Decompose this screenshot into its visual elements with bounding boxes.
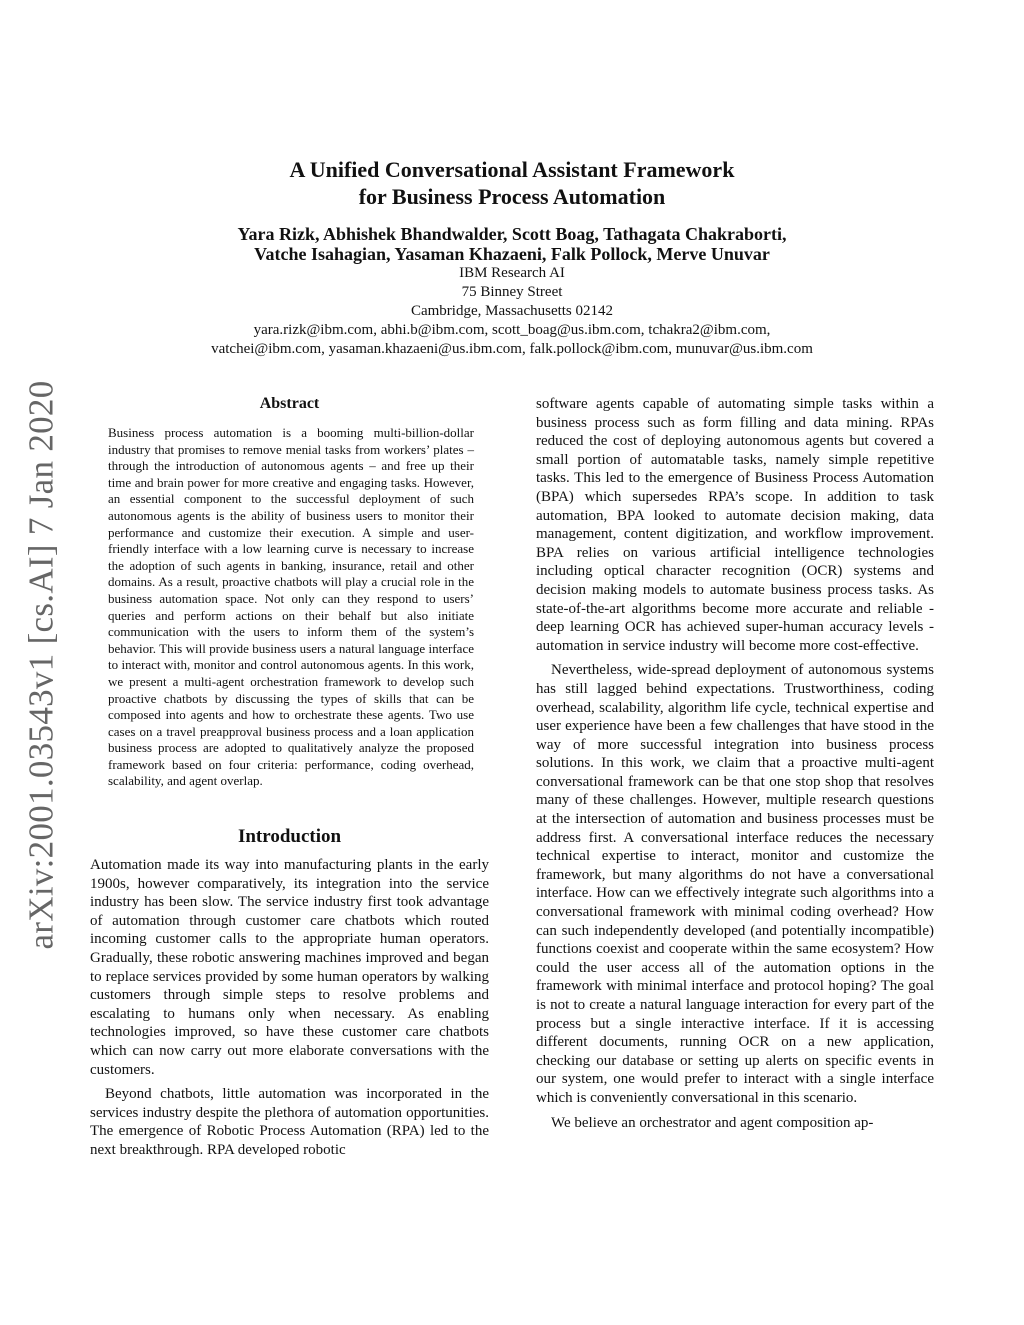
- author-emails-line-1: yara.rizk@ibm.com, abhi.b@ibm.com, scott_boag@us.ibm.com, tchakra2@ibm.com,: [253, 322, 771, 338]
- abstract-section: [90, 395, 489, 790]
- body-paragraph-1: software agents capable of automating simple tasks within a business process such as form filling and data mining. RPAs reduced the cost of deploying autonomous agents but covered a small portion of automatable tasks, namely simple repetitive tasks. This led to the emergence of Business Process Automation (BPA) which supersedes RPA’s scope. In addition to task automation, BPA looked to automate decision making, data management, content digitization, and workflow improvement. BPA relies on various artificial intelligence technologies including optical character recognition (OCR) systems and decision making models to automate business process tasks. As state-of-the-art algorithms become more accurate and reliable - deep learning OCR has achieved super-human accuracy levels - automation in service industry will become more cost-effective.: [536, 396, 934, 654]
- paper-header: [100, 156, 924, 359]
- abstract-text: Business process automation is a booming multi-billion-dollar industry that promises to remove menial tasks from workers’ plates – through the introduction of autonomous agents – and free up their time and brain power for more creative and engaging tasks. However, an essential component to the successful deployment of such autonomous agents is the ability of business users to monitor their performance and customize their execution. A simple and user-friendly interface with a low learning curve is necessary to increase the adoption of such agents in banking, insurance, retail and other domains. As a result, proactive chatbots will play a crucial role in the business automation space. Not only can they respond to users’ queries and perform actions on their behalf but also initiate communication with the users to inform them of the system’s behavior. This will provide business users a natural language interface to interact with, monitor and control autonomous agents. In this work, we present a multi-agent orchestration framework to develop such proactive chatbots by discussing the types of skills that can be composed into agents and how to orchestrate these agents. Two use cases on a travel preapproval business process and a loan application business process are adopted to qualitatively analyze the proposed framework based on four criteria: performance, coding overhead, scalability, and agent overlap.: [108, 425, 474, 789]
- author-list: [100, 224, 924, 264]
- abstract-heading: Abstract: [259, 395, 320, 412]
- introduction-section: [90, 826, 489, 1160]
- intro-paragraph-2: Beyond chatbots, little automation was incorporated in the services industry despite the plethora of automation opportunities. The emergence of Robotic Process Automation (RPA) led to the next breakthrough. RPA developed robotic: [90, 1086, 489, 1158]
- body-paragraph-3: We believe an orchestrator and agent composition ap-: [551, 1114, 874, 1131]
- right-column: [536, 395, 934, 1132]
- arxiv-identifier: [22, 375, 62, 955]
- left-column: [90, 395, 489, 1160]
- authors-line-2: Vatche Isahagian, Yasaman Khazaeni, Falk Pollock, Merve Unuvar: [254, 244, 770, 264]
- intro-paragraph-1: Automation made its way into manufacturing plants in the early 1900s, however comparatively, its integration into the service industry has been slow. The service industry first took advantage of automation through customer care chatbots which routed incoming customer calls to the appropriate human operators. Gradually, these robotic answering machines improved and began to replace services provided by some human operators by walking customers through simple steps to resolve problems and escalating to humans only when necessary. As enabling technologies improved, so have these customer care chatbots which can now carry out more elaborate conversations with the customers.: [90, 857, 489, 1078]
- introduction-heading: Introduction: [237, 826, 342, 848]
- affiliation-street: 75 Binney Street: [461, 284, 563, 300]
- authors-line-1: Yara Rizk, Abhishek Bhandwalder, Scott Boag, Tathagata Chakraborti,: [237, 224, 787, 244]
- affiliation-org: IBM Research AI: [459, 265, 565, 281]
- affiliation-city: Cambridge, Massachusetts 02142: [410, 303, 614, 319]
- author-emails-line-2: vatchei@ibm.com, yasaman.khazaeni@us.ibm.com, falk.pollock@ibm.com, munuvar@us.ibm.com: [211, 341, 813, 357]
- arxiv-identifier-text: arXiv:2001.03543v1 [cs.AI] 7 Jan 2020: [22, 380, 62, 950]
- paper-title: [100, 156, 924, 210]
- title-line-1: A Unified Conversational Assistant Framework: [289, 157, 735, 182]
- title-line-2: for Business Process Automation: [358, 184, 666, 209]
- body-paragraph-2: Nevertheless, wide-spread deployment of autonomous systems has still lagged behind expectations. Trustworthiness, coding overhead, scalability, algorithm life cycle, technical expertise and user experience have been a few challenges that have stood in the way of more successful integration into business process solutions. In this work, we claim that a proactive multi-agent conversational framework can be that one stop shop that resolves many of these challenges. However, multiple research questions at the intersection of automation and business processes must be address first. A conversational interface reduces the necessary technical expertise to interact, monitor and customize the framework, but many algorithms do not have a conversational interface. How can we effectively integrate such algorithms into a conversational framework with minimal coding overhead? How can such independently developed (and potentially incompatible) functions coexist and cooperate within the same ecosystem? How could the user access all of the automation options in the framework with minimal interface and protocol hoping? The goal is not to create a natural language interaction for every part of the process but a single interactive interface. If it is accessing different documents, running OCR on a new application, checking our database or setting up alerts on specific events in our system, one would prefer to interact with a single interface which is conveniently conversational in this scenario.: [536, 662, 934, 1106]
- affiliation-block: [100, 264, 924, 359]
